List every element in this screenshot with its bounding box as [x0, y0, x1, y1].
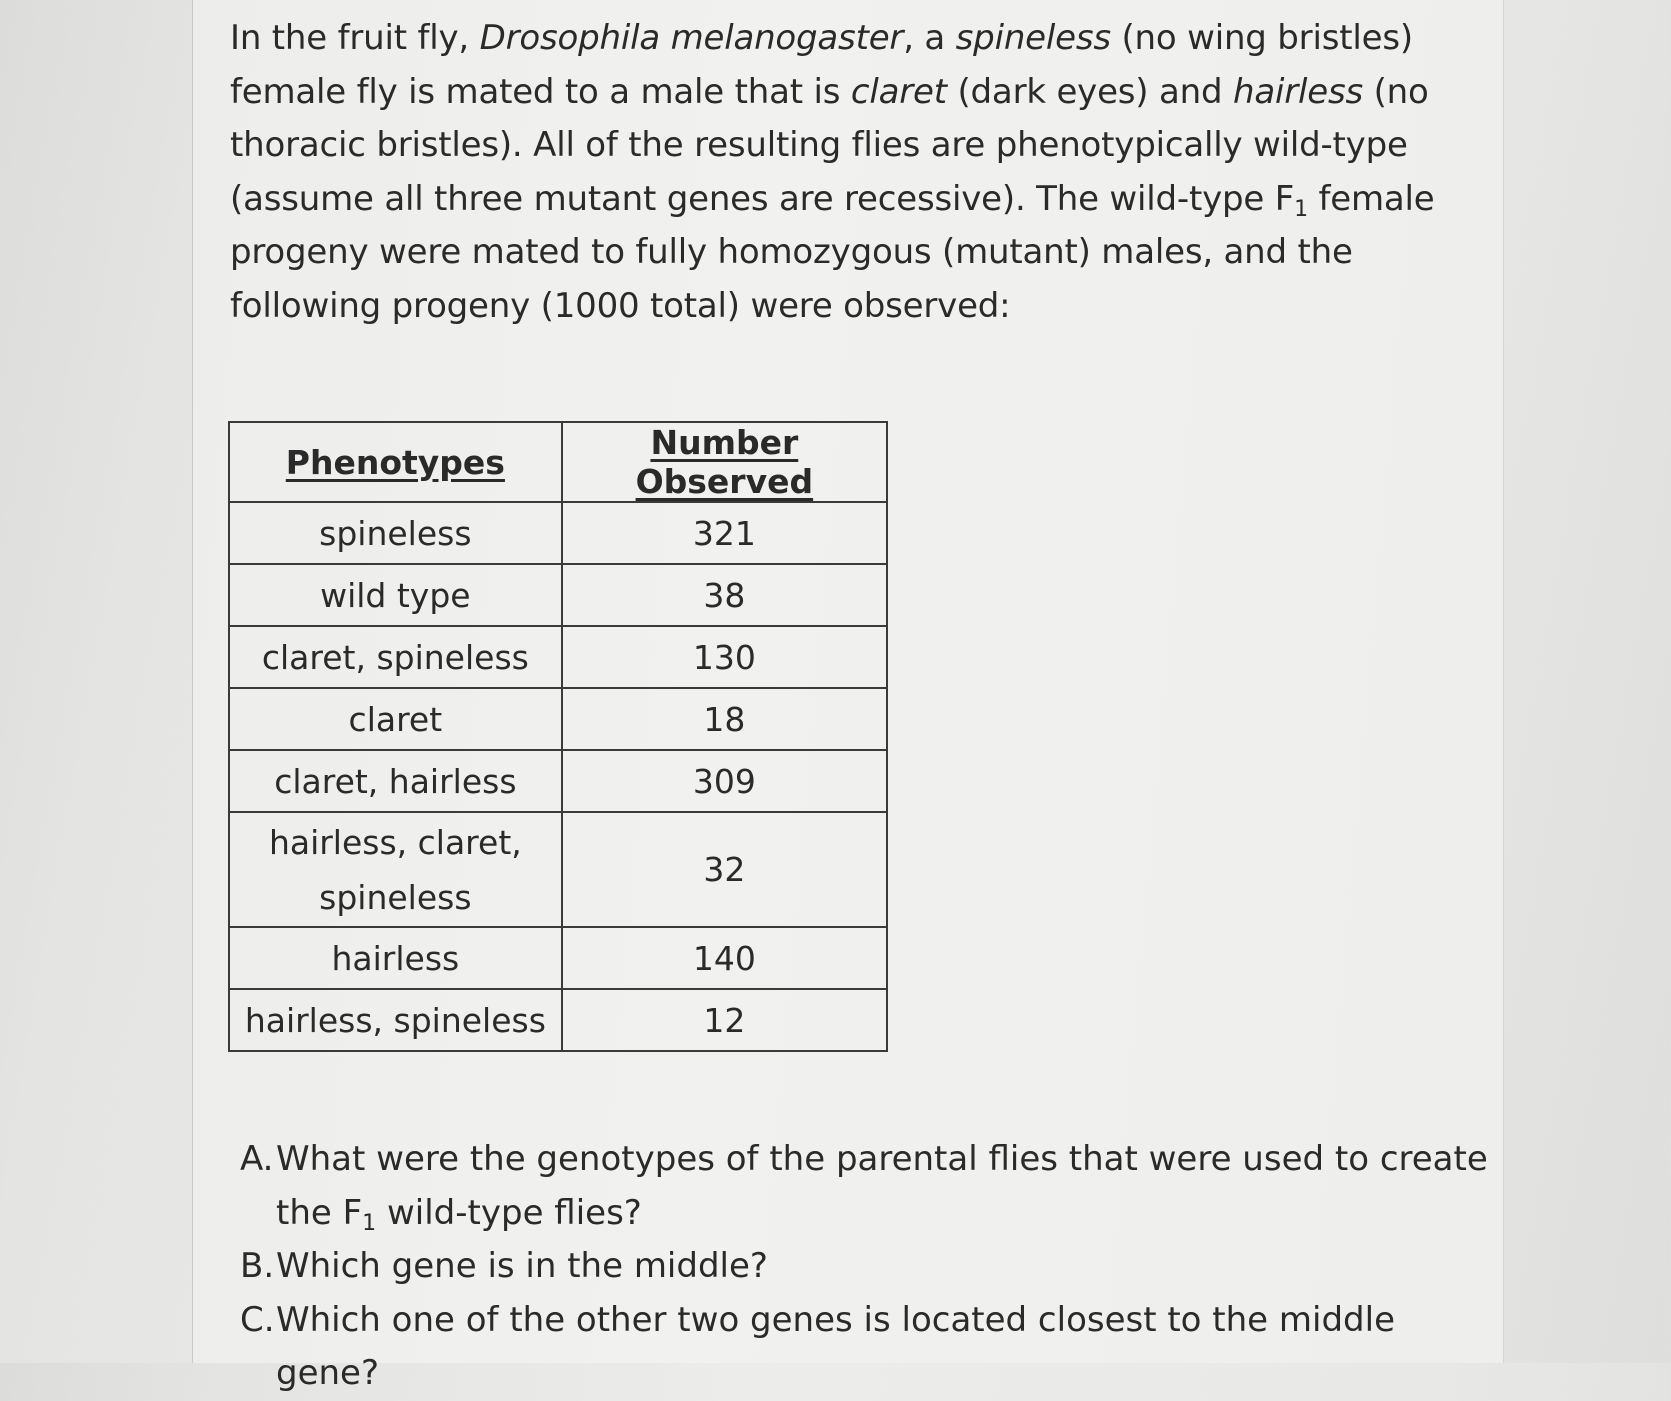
question-text: wild-type flies? — [376, 1192, 642, 1233]
table-row — [229, 502, 887, 564]
header-number-observed: Number Observed — [562, 422, 887, 502]
term-spineless: spineless — [955, 18, 1111, 58]
table-header-row — [229, 422, 887, 502]
question-text: What were the genotypes of the parental flies that were used to create the F — [276, 1139, 1488, 1233]
problem-statement — [230, 12, 1470, 333]
question-list — [240, 1133, 1490, 1401]
term-claret: claret — [850, 71, 947, 112]
table-row — [229, 812, 887, 927]
table-row — [229, 564, 887, 626]
phenotype-cell: wild type — [229, 564, 562, 626]
count-cell: 32 — [562, 812, 887, 927]
intro-text: In the fruit fly, — [230, 18, 480, 58]
question-b — [240, 1240, 1490, 1294]
intro-text: , a — [903, 18, 956, 58]
intro-text: (dark eyes) and — [946, 71, 1233, 112]
phenotype-cell: hairless — [229, 927, 562, 989]
question-text: Which one of the other two genes is located closest to the middle gene? — [276, 1299, 1395, 1393]
phenotype-cell: claret, hairless — [229, 750, 562, 812]
question-text: Which gene is in the middle? — [276, 1246, 768, 1286]
table-row — [229, 927, 887, 989]
phenotype-cell: hairless, claret, spineless — [229, 812, 562, 927]
intro-text: (no thoracic bristles). All of the resulting flies are phenotypically wild-type (assume all three mutant genes are recessive). The wild-type F — [230, 71, 1429, 219]
question-marker: B. — [240, 1246, 275, 1286]
question-a — [240, 1133, 1490, 1240]
subscript: 1 — [362, 1210, 377, 1236]
question-marker: C. — [240, 1299, 275, 1340]
intro-text: female progeny were mated to fully homozygous (mutant) males, and the following progeny (1000 total) were observed: — [230, 178, 1435, 326]
term-hairless: hairless — [1232, 71, 1363, 112]
header-phenotypes: Phenotypes — [229, 422, 562, 502]
table-row — [229, 750, 887, 812]
phenotype-cell: hairless, spineless — [229, 989, 562, 1051]
count-cell: 140 — [562, 927, 887, 989]
subscript: 1 — [1294, 196, 1308, 222]
phenotype-cell: claret, spineless — [229, 626, 562, 688]
progeny-table — [228, 421, 888, 1052]
table-row — [229, 989, 887, 1051]
count-cell: 38 — [562, 564, 887, 626]
table-row — [229, 626, 887, 688]
species-name: Drosophila melanogaster — [479, 18, 904, 58]
phenotype-cell: claret — [229, 688, 562, 750]
intro-text: (no wing bristles) female fly is mated to a male that is — [230, 18, 1413, 112]
count-cell: 130 — [562, 626, 887, 688]
count-cell: 321 — [562, 502, 887, 564]
question-marker: A. — [240, 1139, 274, 1179]
count-cell: 18 — [562, 688, 887, 750]
table-row — [229, 688, 887, 750]
count-cell: 309 — [562, 750, 887, 812]
phenotype-cell: spineless — [229, 502, 562, 564]
question-c — [240, 1294, 1490, 1401]
count-cell: 12 — [562, 989, 887, 1051]
